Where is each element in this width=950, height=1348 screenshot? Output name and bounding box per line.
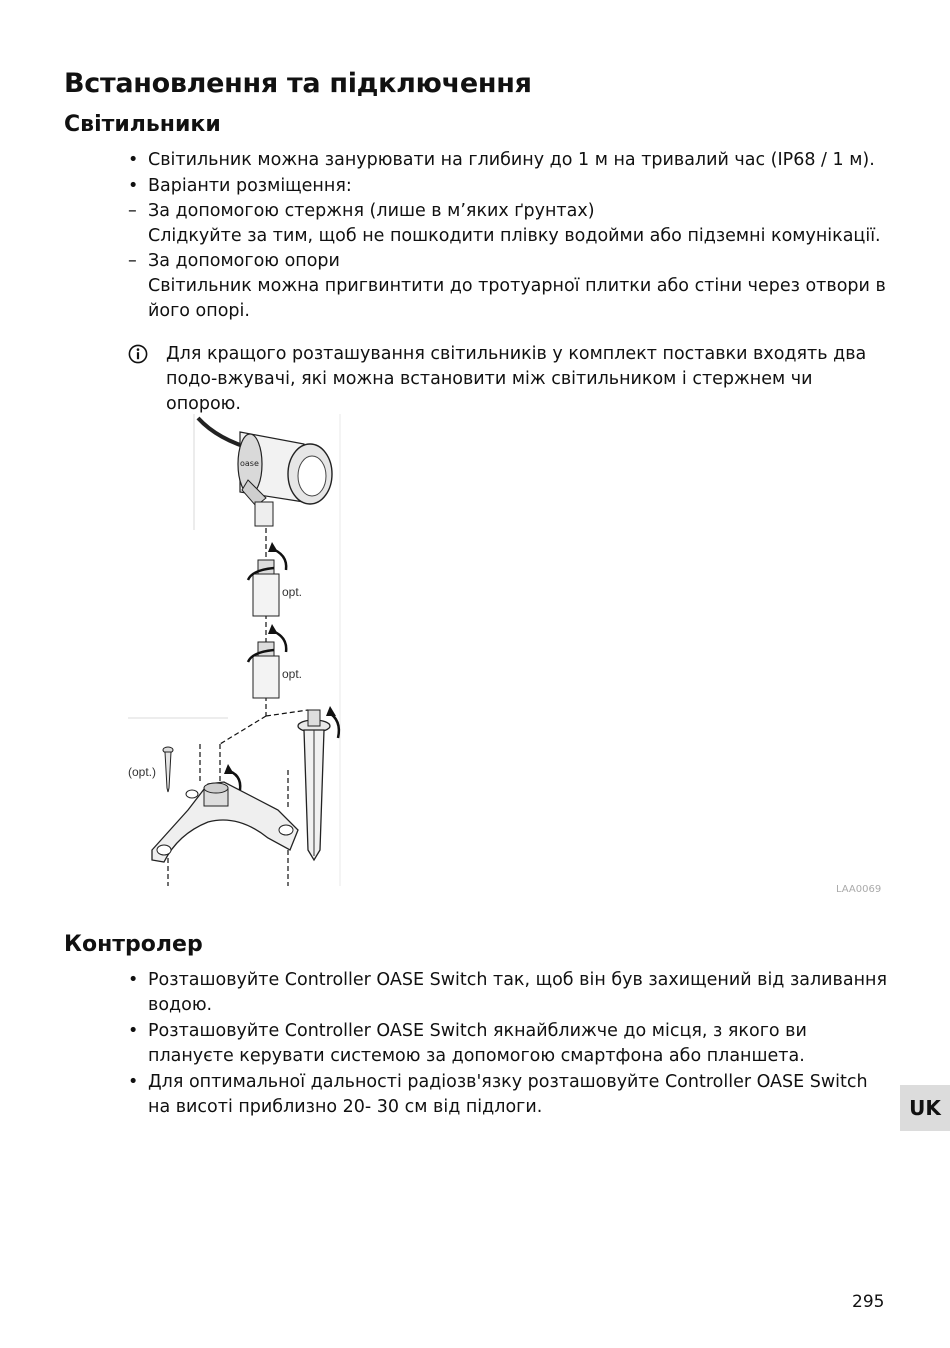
option-description: Слідкуйте за тим, щоб не пошкодити плівку водойми або підземні комунікації. xyxy=(148,226,881,246)
screw xyxy=(163,747,173,792)
list-item: • Розташовуйте Controller OASE Switch якнайближче до місця, з якого ви плануєте керувати системою за допомогою смартфона або планшета. xyxy=(128,1019,888,1069)
info-note xyxy=(128,342,888,417)
opt-screw-label: (opt.) xyxy=(128,765,157,779)
info-text: Для кращого розташування світильників у комплект поставки входять два подо-вжувачі, які можна встановити між світильником і стержнем чи опорою. xyxy=(166,344,867,414)
list-item: • Розташовуйте Controller OASE Switch так, щоб він був захищений від заливання водою. xyxy=(128,968,888,1018)
list-item: • Для оптимальної дальності радіозв'язку розташовуйте Controller OASE Switch на висоті приблизно 20- 30 см від підлоги. xyxy=(128,1070,888,1120)
section-heading-lights: Світильники xyxy=(64,112,221,137)
extender-1 xyxy=(248,542,286,616)
opt-label: opt. xyxy=(282,585,303,599)
base-plate xyxy=(152,764,298,862)
ground-spike xyxy=(298,706,339,860)
installation-figure xyxy=(128,410,360,888)
page-title: Встановлення та підключення xyxy=(64,68,532,99)
figure-code: LAA0069 xyxy=(836,884,882,895)
installation-illustration xyxy=(128,410,360,888)
placement-option: – За допомогою стержня (лише в м’яких ґрунтах) Слідкуйте за тим, щоб не пошкодити плівку водойми або підземні комунікації. xyxy=(128,199,888,249)
placement-option: – За допомогою опори Світильник можна пригвинтити до тротуарної плитки або стіни через отвори в його опорі. xyxy=(128,249,888,324)
brand-label: oase xyxy=(240,459,259,468)
opt-label: opt. xyxy=(282,667,303,681)
info-icon xyxy=(128,344,148,364)
list-item: • Варіанти розміщення: – За допомогою стержня (лише в м’яких ґрунтах) Слідкуйте за тим, щоб не пошкодити плівку водойми або підземні комунікації. – За допомогою опори Світильник можна пригвинтити до тротуарної плитки або стіни через отвори в його опорі. xyxy=(128,174,888,324)
option-description: Світильник можна пригвинтити до тротуарної плитки або стіни через отвори в його опорі. xyxy=(148,276,886,321)
list-item: • Світильник можна занурювати на глибину до 1 м на тривалий час (IP68 / 1 м). xyxy=(128,148,888,173)
language-tab: UK xyxy=(900,1085,950,1131)
lights-list xyxy=(128,148,888,325)
placement-options xyxy=(128,199,888,324)
controller-list xyxy=(128,968,888,1121)
option-title: За допомогою стержня (лише в м’яких ґрунтах) xyxy=(148,201,595,221)
page-number: 295 xyxy=(852,1292,885,1312)
option-title: За допомогою опори xyxy=(148,251,340,271)
extender-2 xyxy=(248,624,286,698)
section-heading-controller: Контролер xyxy=(64,932,203,957)
